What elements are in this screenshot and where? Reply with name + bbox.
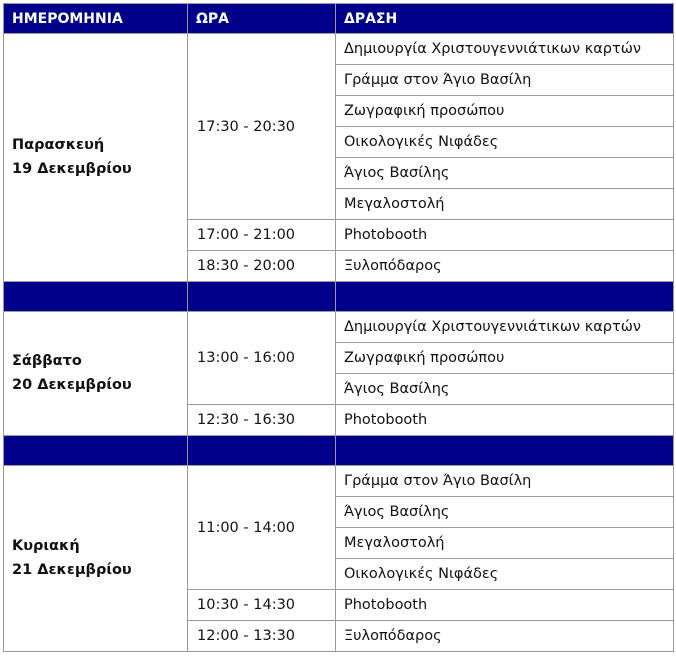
- activity-cell: Άγιος Βασίλης: [336, 158, 674, 189]
- activity-cell: Μεγαλοστολή: [336, 528, 674, 559]
- day-name: Παρασκευή: [12, 136, 105, 153]
- activity-cell: Γράμμα στον Άγιο Βασίλη: [336, 466, 674, 497]
- activity-cell: Άγιος Βασίλης: [336, 374, 674, 405]
- separator-row: [4, 282, 674, 312]
- activity-cell: Γράμμα στον Άγιο Βασίλη: [336, 65, 674, 96]
- activity-cell: Ζωγραφική προσώπου: [336, 96, 674, 127]
- header-date: ΗΜΕΡΟΜΗΝΙΑ: [4, 4, 188, 34]
- day-name: Σάββατο: [12, 352, 82, 369]
- activity-cell: Άγιος Βασίλης: [336, 497, 674, 528]
- day-cell: [4, 34, 188, 282]
- separator-cell: [336, 282, 674, 312]
- separator-cell: [336, 436, 674, 466]
- header-time: ΩΡΑ: [188, 4, 336, 34]
- time-cell: 17:00 - 21:00: [188, 220, 336, 251]
- time-cell: 18:30 - 20:00: [188, 251, 336, 282]
- time-cell: 11:00 - 14:00: [188, 466, 336, 590]
- day-name: Κυριακή: [12, 537, 80, 554]
- activity-cell: Οικολογικές Νιφάδες: [336, 559, 674, 590]
- activity-cell: Ξυλοπόδαρος: [336, 621, 674, 652]
- header-activity: ΔΡΑΣΗ: [336, 4, 674, 34]
- activity-cell: Ζωγραφική προσώπου: [336, 343, 674, 374]
- header-row: [4, 4, 674, 34]
- day-cell: [4, 312, 188, 436]
- time-cell: 12:00 - 13:30: [188, 621, 336, 652]
- separator-cell: [188, 282, 336, 312]
- schedule-table: [3, 3, 674, 652]
- separator-cell: [4, 436, 188, 466]
- table-row: [4, 466, 674, 497]
- time-cell: 12:30 - 16:30: [188, 405, 336, 436]
- activity-cell: Μεγαλοστολή: [336, 189, 674, 220]
- time-cell: 13:00 - 16:00: [188, 312, 336, 405]
- day-date: 20 Δεκεμβρίου: [12, 376, 132, 393]
- time-cell: 10:30 - 14:30: [188, 590, 336, 621]
- activity-cell: Οικολογικές Νιφάδες: [336, 127, 674, 158]
- activity-cell: Photobooth: [336, 405, 674, 436]
- table-row: [4, 34, 674, 65]
- day-date: 19 Δεκεμβρίου: [12, 160, 132, 177]
- separator-cell: [4, 282, 188, 312]
- separator-row: [4, 436, 674, 466]
- day-date: 21 Δεκεμβρίου: [12, 561, 132, 578]
- activity-cell: Photobooth: [336, 220, 674, 251]
- activity-cell: Δημιουργία Χριστουγεννιάτικων καρτών: [336, 34, 674, 65]
- separator-cell: [188, 436, 336, 466]
- table-row: [4, 312, 674, 343]
- activity-cell: Photobooth: [336, 590, 674, 621]
- activity-cell: Δημιουργία Χριστουγεννιάτικων καρτών: [336, 312, 674, 343]
- activity-cell: Ξυλοπόδαρος: [336, 251, 674, 282]
- day-cell: [4, 466, 188, 652]
- time-cell: 17:30 - 20:30: [188, 34, 336, 220]
